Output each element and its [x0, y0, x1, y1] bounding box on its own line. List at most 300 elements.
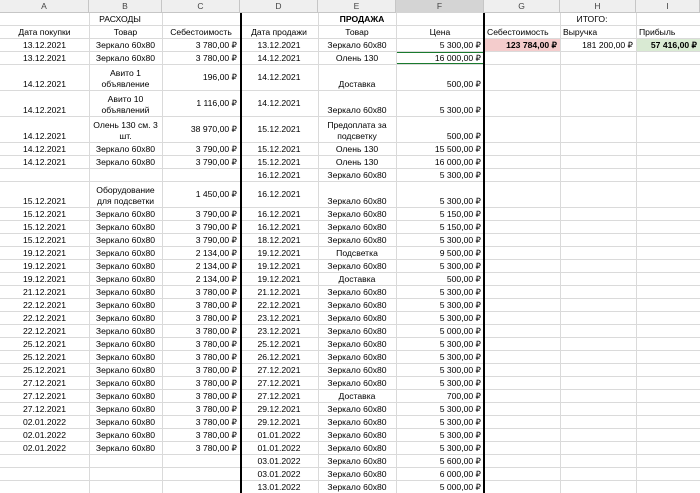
sale-date-cell[interactable]: [240, 52, 318, 64]
product-cell[interactable]: [89, 364, 162, 376]
cost-header[interactable]: [162, 26, 240, 38]
cost-cell[interactable]: [162, 390, 240, 402]
sale-date-cell-text: 16.12.2021: [257, 189, 301, 200]
price-cell[interactable]: [396, 364, 484, 376]
cost-cell[interactable]: [162, 65, 240, 90]
product-cell[interactable]: [89, 390, 162, 402]
product-cell[interactable]: [89, 156, 162, 168]
profit-value[interactable]: [636, 39, 700, 51]
sale-product-cell-text: Зеркало 60х80: [327, 416, 387, 427]
product-cell[interactable]: [89, 481, 162, 493]
cost-cell[interactable]: [162, 312, 240, 324]
cost-cell-text: 3 780,00 ₽: [195, 364, 237, 375]
total-cost-value-text: 123 784,00 ₽: [506, 39, 557, 50]
price-cell[interactable]: [396, 65, 484, 90]
price-cell-text: 500,00 ₽: [446, 78, 481, 89]
price-cell[interactable]: [396, 338, 484, 350]
sale-date-cell[interactable]: [240, 390, 318, 402]
price-cell-text: 5 300,00 ₽: [439, 39, 481, 50]
cost-cell[interactable]: [162, 234, 240, 246]
section-divider: [483, 13, 485, 493]
sale-product-cell[interactable]: [318, 156, 396, 168]
product-cell[interactable]: [89, 403, 162, 415]
cost-cell-text: 3 780,00 ₽: [195, 325, 237, 336]
purchase-date-cell[interactable]: [0, 403, 89, 415]
product-cell[interactable]: [89, 312, 162, 324]
sale-product-cell-text: Подсветка: [336, 247, 378, 258]
sale-product-cell[interactable]: [318, 247, 396, 259]
sale-date-cell[interactable]: [240, 299, 318, 311]
sale-product-cell[interactable]: [318, 208, 396, 220]
sale-product-cell[interactable]: [318, 429, 396, 441]
table-row: [0, 403, 700, 416]
column-header-b[interactable]: B: [89, 0, 162, 13]
sale-date-cell-text: 03.01.2022: [257, 468, 301, 479]
sale-product-cell[interactable]: [318, 442, 396, 454]
sale-product-cell[interactable]: [318, 143, 396, 155]
sale-product-cell-text: Зеркало 60х80: [327, 403, 387, 414]
sale-product-cell[interactable]: [318, 403, 396, 415]
product-cell[interactable]: [89, 325, 162, 337]
sale-date-cell[interactable]: [240, 416, 318, 428]
cost-header-text: Себестоимость: [170, 26, 232, 37]
cost-cell[interactable]: [162, 273, 240, 285]
table-row: [0, 143, 700, 156]
column-header-g[interactable]: G: [484, 0, 560, 13]
sale-date-cell-text: 22.12.2021: [257, 299, 301, 310]
revenue-header-text: Выручка: [563, 26, 598, 37]
cost-cell[interactable]: [162, 156, 240, 168]
grid-line: [636, 13, 637, 493]
product-cell-text: Зеркало 60х80: [95, 247, 156, 258]
sale-date-cell-text: 29.12.2021: [257, 403, 301, 414]
price-cell[interactable]: [396, 117, 484, 142]
product-cell[interactable]: [89, 455, 162, 467]
sale-product-cell[interactable]: [318, 390, 396, 402]
profit-header[interactable]: [636, 26, 700, 38]
product-cell[interactable]: [89, 52, 162, 64]
total-cost-header[interactable]: [484, 26, 560, 38]
purchase-date-cell[interactable]: [0, 117, 89, 142]
product-cell[interactable]: [89, 299, 162, 311]
cost-cell-text: 196,00 ₽: [202, 72, 237, 83]
price-cell-text: 5 300,00 ₽: [439, 234, 481, 245]
purchase-date-cell[interactable]: [0, 39, 89, 51]
sale-date-cell[interactable]: [240, 377, 318, 389]
sale-product-cell-text: Зеркало 60х80: [327, 286, 387, 297]
sale-product-cell[interactable]: [318, 221, 396, 233]
column-header-bar: [0, 0, 700, 13]
cost-cell[interactable]: [162, 208, 240, 220]
cost-cell-text: 3 790,00 ₽: [195, 234, 237, 245]
product-cell[interactable]: [89, 143, 162, 155]
cost-cell[interactable]: [162, 325, 240, 337]
price-cell-text: 5 000,00 ₽: [439, 481, 481, 492]
column-header-c[interactable]: C: [162, 0, 240, 13]
product-cell[interactable]: [89, 169, 162, 181]
sale-date-cell[interactable]: [240, 65, 318, 90]
sale-date-cell[interactable]: [240, 260, 318, 272]
cost-cell[interactable]: [162, 416, 240, 428]
cost-cell[interactable]: [162, 338, 240, 350]
column-header-d[interactable]: D: [240, 0, 318, 13]
cost-cell[interactable]: [162, 468, 240, 480]
cost-cell[interactable]: [162, 143, 240, 155]
table-row: [0, 429, 700, 442]
column-header-f[interactable]: F: [396, 0, 484, 13]
sale-date-cell[interactable]: [240, 312, 318, 324]
sale-date-cell-text: 01.01.2022: [257, 442, 301, 453]
sale-product-cell-text: Зеркало 60х80: [327, 221, 387, 232]
purchase-date-cell[interactable]: [0, 221, 89, 233]
sale-product-cell-text: Зеркало 60х80: [327, 429, 387, 440]
price-cell[interactable]: [396, 403, 484, 415]
purchase-date-cell-text: 15.12.2021: [22, 195, 66, 206]
product-cell[interactable]: [89, 286, 162, 298]
purchase-date-cell-text: 14.12.2021: [22, 156, 66, 167]
sale-product-cell[interactable]: [318, 234, 396, 246]
cost-cell[interactable]: [162, 260, 240, 272]
purchase-date-cell[interactable]: [0, 286, 89, 298]
price-cell-text: 5 000,00 ₽: [439, 325, 481, 336]
sale-date-cell-text: 18.12.2021: [257, 234, 301, 245]
sale-date-cell-text: 26.12.2021: [257, 351, 301, 362]
sale-product-cell[interactable]: [318, 182, 396, 207]
sale-date-cell[interactable]: [240, 338, 318, 350]
sale-product-cell[interactable]: [318, 416, 396, 428]
sale-product-cell[interactable]: [318, 65, 396, 90]
sale-date-cell[interactable]: [240, 143, 318, 155]
sale-product-cell[interactable]: [318, 351, 396, 363]
sale-product-cell-text: Зеркало 60х80: [327, 338, 387, 349]
cost-cell[interactable]: [162, 52, 240, 64]
price-header-text: Цена: [429, 26, 451, 37]
sale-date-cell[interactable]: [240, 234, 318, 246]
price-cell[interactable]: [396, 455, 484, 467]
product-cell[interactable]: [89, 442, 162, 454]
cost-cell[interactable]: [162, 377, 240, 389]
cost-cell[interactable]: [162, 221, 240, 233]
product-cell[interactable]: [89, 429, 162, 441]
cost-cell[interactable]: [162, 364, 240, 376]
product-cell-text: Авито 1 объявление: [101, 68, 150, 89]
expenses-header[interactable]: [0, 13, 240, 25]
purchase-date-cell-text: 19.12.2021: [22, 273, 66, 284]
sale-date-cell[interactable]: [240, 364, 318, 376]
price-cell[interactable]: [396, 234, 484, 246]
purchase-date-cell[interactable]: [0, 273, 89, 285]
price-cell[interactable]: [396, 468, 484, 480]
sale-date-cell[interactable]: [240, 39, 318, 51]
purchase-date-cell[interactable]: [0, 143, 89, 155]
purchase-date-cell[interactable]: [0, 182, 89, 207]
column-header-a[interactable]: A: [0, 0, 89, 13]
sale-date-cell[interactable]: [240, 182, 318, 207]
purchase-date-cell[interactable]: [0, 312, 89, 324]
sale-product-cell-text: Зеркало 60х80: [327, 260, 387, 271]
sale-product-cell[interactable]: [318, 117, 396, 142]
purchase-date-cell-text: 02.01.2022: [22, 442, 66, 453]
sale-product-cell[interactable]: [318, 299, 396, 311]
column-header-h[interactable]: H: [560, 0, 636, 13]
product-cell-text: Зеркало 60х80: [95, 143, 156, 154]
cost-cell[interactable]: [162, 403, 240, 415]
table-row: [0, 273, 700, 286]
purchase-date-cell-text: 14.12.2021: [22, 143, 66, 154]
purchase-date-cell-text: 15.12.2021: [22, 221, 66, 232]
sale-date-cell[interactable]: [240, 351, 318, 363]
sale-product-cell[interactable]: [318, 325, 396, 337]
purchase-date-cell[interactable]: [0, 416, 89, 428]
sale-product-cell-text: Зеркало 60х80: [327, 442, 387, 453]
cost-cell[interactable]: [162, 442, 240, 454]
purchase-date-cell[interactable]: [0, 377, 89, 389]
sale-product-cell[interactable]: [318, 286, 396, 298]
table-row: [0, 455, 700, 468]
product-cell-text: Зеркало 60х80: [95, 403, 156, 414]
sale-date-cell[interactable]: [240, 403, 318, 415]
product-cell[interactable]: [89, 377, 162, 389]
header-row-1: [0, 13, 700, 26]
product-cell[interactable]: [89, 234, 162, 246]
purchase-date-header[interactable]: [0, 26, 89, 38]
product-cell[interactable]: [89, 468, 162, 480]
purchase-date-cell[interactable]: [0, 299, 89, 311]
sale-product-cell[interactable]: [318, 91, 396, 116]
product-cell-text: Зеркало 60х80: [95, 156, 156, 167]
purchase-date-cell[interactable]: [0, 364, 89, 376]
sale-date-cell[interactable]: [240, 247, 318, 259]
price-cell[interactable]: [396, 481, 484, 493]
purchase-date-cell[interactable]: [0, 260, 89, 272]
purchase-date-cell[interactable]: [0, 52, 89, 64]
price-cell[interactable]: [396, 156, 484, 168]
sale-product-cell[interactable]: [318, 169, 396, 181]
product-cell[interactable]: [89, 351, 162, 363]
product-cell[interactable]: [89, 65, 162, 90]
sale-product-cell-text: Олень 130: [335, 52, 379, 63]
column-header-i[interactable]: I: [636, 0, 700, 13]
cost-cell-text: 3 790,00 ₽: [195, 156, 237, 167]
product-cell[interactable]: [89, 247, 162, 259]
price-cell-text: 5 300,00 ₽: [439, 195, 481, 206]
product-cell[interactable]: [89, 416, 162, 428]
sale-product-cell-text: Зеркало 60х80: [327, 351, 387, 362]
price-cell[interactable]: [396, 299, 484, 311]
product-cell[interactable]: [89, 221, 162, 233]
sale-date-cell[interactable]: [240, 156, 318, 168]
price-cell[interactable]: [396, 169, 484, 181]
price-cell[interactable]: [396, 221, 484, 233]
sale-date-cell[interactable]: [240, 208, 318, 220]
cost-cell[interactable]: [162, 299, 240, 311]
sale-product-cell[interactable]: [318, 260, 396, 272]
purchase-date-cell[interactable]: [0, 468, 89, 480]
purchase-date-cell-text: 22.12.2021: [22, 325, 66, 336]
purchase-date-cell[interactable]: [0, 156, 89, 168]
total-cost-value[interactable]: [484, 39, 560, 51]
purchase-date-cell[interactable]: [0, 208, 89, 220]
table-row: [0, 208, 700, 221]
price-cell[interactable]: [396, 416, 484, 428]
sale-date-header[interactable]: [240, 26, 318, 38]
price-cell[interactable]: [396, 390, 484, 402]
product-cell[interactable]: [89, 91, 162, 116]
product-cell-text: Зеркало 60х80: [95, 234, 156, 245]
price-cell[interactable]: [396, 273, 484, 285]
cost-cell[interactable]: [162, 286, 240, 298]
sale-product-cell[interactable]: [318, 468, 396, 480]
purchase-date-cell-text: 22.12.2021: [22, 299, 66, 310]
price-cell[interactable]: [396, 52, 484, 64]
purchase-date-cell[interactable]: [0, 65, 89, 90]
product-cell[interactable]: [89, 39, 162, 51]
sale-date-cell[interactable]: [240, 221, 318, 233]
sale-product-cell[interactable]: [318, 273, 396, 285]
cost-cell-text: 3 780,00 ₽: [195, 429, 237, 440]
sale-product-cell[interactable]: [318, 364, 396, 376]
product-cell[interactable]: [89, 273, 162, 285]
table-row: [0, 325, 700, 338]
price-cell-text: 5 300,00 ₽: [439, 104, 481, 115]
table-row: [0, 260, 700, 273]
sale-product-cell-text: Зеркало 60х80: [327, 377, 387, 388]
price-cell[interactable]: [396, 325, 484, 337]
sale-date-cell[interactable]: [240, 117, 318, 142]
table-row: [0, 169, 700, 182]
product-cell[interactable]: [89, 182, 162, 207]
sale-date-cell-text: 19.12.2021: [257, 260, 301, 271]
cost-cell[interactable]: [162, 455, 240, 467]
product-cell[interactable]: [89, 338, 162, 350]
cost-cell-text: 3 780,00 ₽: [195, 299, 237, 310]
price-cell-text: 5 300,00 ₽: [439, 429, 481, 440]
cost-cell[interactable]: [162, 91, 240, 116]
price-cell[interactable]: [396, 377, 484, 389]
sale-date-cell[interactable]: [240, 286, 318, 298]
purchase-date-cell-text: 02.01.2022: [22, 416, 66, 427]
price-cell[interactable]: [396, 39, 484, 51]
price-cell-text: 5 600,00 ₽: [439, 455, 481, 466]
sale-product-cell[interactable]: [318, 52, 396, 64]
purchase-date-cell[interactable]: [0, 455, 89, 467]
sale-product-cell[interactable]: [318, 481, 396, 493]
price-cell-text: 5 300,00 ₽: [439, 286, 481, 297]
sale-product-header[interactable]: [318, 26, 396, 38]
price-cell[interactable]: [396, 208, 484, 220]
sale-date-cell[interactable]: [240, 455, 318, 467]
sale-product-cell-text: Доставка: [338, 390, 376, 401]
price-cell-text: 700,00 ₽: [446, 390, 481, 401]
purchase-date-cell[interactable]: [0, 91, 89, 116]
cost-cell-text: 3 780,00 ₽: [195, 442, 237, 453]
cost-cell[interactable]: [162, 429, 240, 441]
purchase-date-cell[interactable]: [0, 234, 89, 246]
price-cell-text: 5 300,00 ₽: [439, 338, 481, 349]
product-cell[interactable]: [89, 260, 162, 272]
cost-cell[interactable]: [162, 39, 240, 51]
sale-product-cell-text: Зеркало 60х80: [327, 364, 387, 375]
price-cell[interactable]: [396, 312, 484, 324]
cost-cell[interactable]: [162, 182, 240, 207]
price-cell[interactable]: [396, 351, 484, 363]
cost-cell[interactable]: [162, 247, 240, 259]
sale-date-cell[interactable]: [240, 169, 318, 181]
sale-date-cell[interactable]: [240, 91, 318, 116]
sale-product-cell[interactable]: [318, 39, 396, 51]
product-header[interactable]: [89, 26, 162, 38]
sale-product-cell[interactable]: [318, 338, 396, 350]
table-row: [0, 377, 700, 390]
sale-date-cell[interactable]: [240, 468, 318, 480]
price-header[interactable]: [396, 26, 484, 38]
sale-date-cell[interactable]: [240, 442, 318, 454]
header-row-2: [0, 26, 700, 39]
sale-date-cell[interactable]: [240, 429, 318, 441]
price-cell[interactable]: [396, 182, 484, 207]
cost-cell-text: 1 116,00 ₽: [196, 98, 237, 109]
price-cell-text: 16 000,00 ₽: [434, 52, 481, 63]
revenue-value[interactable]: [560, 39, 636, 51]
sale-product-cell-text: Доставка: [338, 273, 376, 284]
price-cell[interactable]: [396, 247, 484, 259]
purchase-date-cell[interactable]: [0, 169, 89, 181]
purchase-date-cell[interactable]: [0, 429, 89, 441]
cost-cell-text: 3 780,00 ₽: [195, 39, 237, 50]
revenue-header[interactable]: [560, 26, 636, 38]
table-row: [0, 156, 700, 169]
sales-header[interactable]: [240, 13, 484, 25]
sale-date-cell[interactable]: [240, 481, 318, 493]
purchase-date-cell[interactable]: [0, 351, 89, 363]
product-cell[interactable]: [89, 208, 162, 220]
sale-date-cell-text: 19.12.2021: [257, 273, 301, 284]
purchase-date-cell-text: 22.12.2021: [22, 312, 66, 323]
sale-date-cell[interactable]: [240, 273, 318, 285]
price-cell[interactable]: [396, 143, 484, 155]
purchase-date-cell[interactable]: [0, 338, 89, 350]
grid-line: [396, 13, 397, 493]
sale-date-cell-text: 27.12.2021: [257, 377, 301, 388]
sale-product-cell[interactable]: [318, 455, 396, 467]
sale-product-cell[interactable]: [318, 377, 396, 389]
purchase-date-cell[interactable]: [0, 325, 89, 337]
cost-cell[interactable]: [162, 351, 240, 363]
product-cell-text: Зеркало 60х80: [95, 442, 156, 453]
cost-cell[interactable]: [162, 117, 240, 142]
sale-date-cell-text: 27.12.2021: [257, 390, 301, 401]
price-cell[interactable]: [396, 260, 484, 272]
sale-product-cell[interactable]: [318, 312, 396, 324]
sale-date-cell[interactable]: [240, 325, 318, 337]
price-cell[interactable]: [396, 286, 484, 298]
cost-cell[interactable]: [162, 481, 240, 493]
price-cell[interactable]: [396, 91, 484, 116]
table-row: [0, 481, 700, 493]
price-cell[interactable]: [396, 442, 484, 454]
purchase-date-cell[interactable]: [0, 442, 89, 454]
purchase-date-cell-text: 14.12.2021: [22, 130, 66, 141]
purchase-date-cell[interactable]: [0, 390, 89, 402]
price-cell[interactable]: [396, 429, 484, 441]
purchase-date-cell-text: 13.12.2021: [22, 52, 66, 63]
totals-header[interactable]: [484, 13, 700, 25]
product-cell[interactable]: [89, 117, 162, 142]
column-header-e[interactable]: E: [318, 0, 396, 13]
cost-cell[interactable]: [162, 169, 240, 181]
purchase-date-cell[interactable]: [0, 247, 89, 259]
purchase-date-cell[interactable]: [0, 481, 89, 493]
